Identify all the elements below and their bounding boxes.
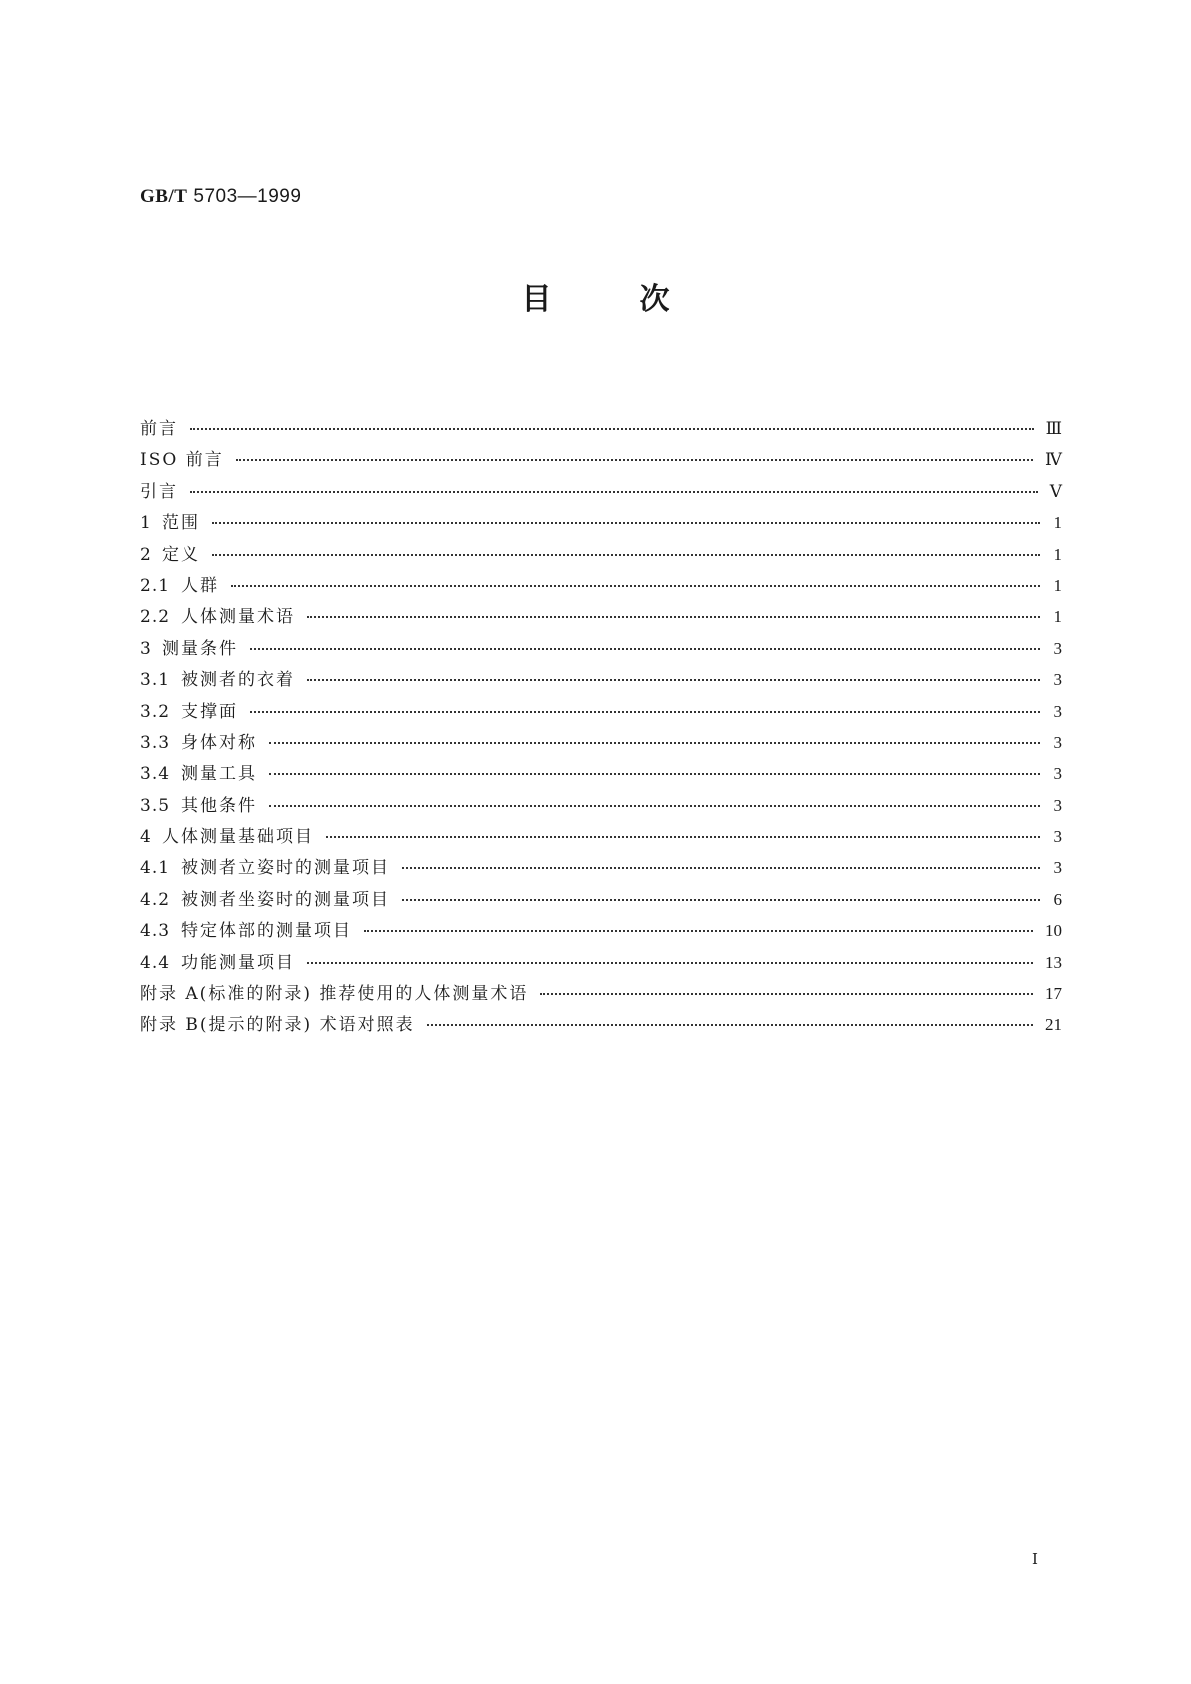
toc-dot-leader [269, 805, 1040, 807]
toc-dot-leader [190, 428, 1034, 430]
toc-entry-page: 13 [1045, 952, 1062, 972]
toc-entry[interactable] [140, 920, 1062, 951]
toc-entry-page: Ⅴ [1049, 481, 1062, 501]
toc-entry-page: 10 [1045, 921, 1062, 941]
toc-entry-label: 身体对称 [181, 732, 257, 753]
toc-dot-leader [269, 773, 1040, 775]
toc-entry-number: 4 [140, 827, 152, 848]
toc-entry-number: 4.4 [140, 952, 171, 973]
toc-entry-number: 4.2 [140, 889, 171, 910]
toc-dot-leader [212, 522, 1040, 524]
toc-entry-page: 17 [1045, 984, 1062, 1004]
toc-dot-leader [326, 836, 1040, 838]
toc-entry-label: 被测者的衣着 [181, 670, 295, 691]
toc-entry-page: 3 [1053, 701, 1062, 721]
toc-entry[interactable] [140, 701, 1062, 732]
toc-dot-leader [212, 554, 1040, 556]
toc-dot-leader [307, 962, 1033, 964]
toc-entry-page: 3 [1053, 827, 1062, 847]
toc-entry-label: 范围 [162, 513, 200, 534]
standard-code [140, 186, 301, 208]
toc-entry-page: 3 [1053, 670, 1062, 690]
toc-entry[interactable] [140, 763, 1062, 794]
toc-entry-number: 2.1 [140, 575, 171, 596]
toc-dot-leader [402, 899, 1040, 901]
toc-entry-label: 前言 [140, 419, 178, 439]
toc-entry-number: 3.5 [140, 795, 171, 816]
toc-entry[interactable] [140, 983, 1062, 1014]
toc-entry[interactable] [140, 857, 1062, 888]
toc-dot-leader [540, 993, 1033, 995]
toc-dot-leader [250, 648, 1040, 650]
toc-entry-page: 1 [1053, 544, 1062, 564]
toc-entry[interactable] [140, 606, 1062, 637]
toc-entry[interactable] [140, 418, 1062, 449]
toc-dot-leader [307, 679, 1040, 681]
toc-entry-label: 支撑面 [181, 701, 238, 722]
toc-entry[interactable] [140, 889, 1062, 920]
toc-entry[interactable] [140, 826, 1062, 857]
toc-entry-label: 人体测量基础项目 [162, 827, 314, 848]
toc-dot-leader [307, 616, 1040, 618]
toc-entry-label: 人体测量术语 [181, 607, 295, 628]
toc-entry-page: 3 [1053, 732, 1062, 752]
toc-entry-number: 3.4 [140, 764, 171, 785]
toc-dot-leader [427, 1024, 1033, 1026]
toc-dot-leader [402, 867, 1040, 869]
toc-entry-number: 4.3 [140, 921, 171, 942]
toc-entry[interactable] [140, 575, 1062, 606]
toc-entry-page: 21 [1045, 1015, 1062, 1035]
toc-entry[interactable] [140, 638, 1062, 669]
toc-entry[interactable] [140, 544, 1062, 575]
toc-entry-label: 引言 [140, 481, 178, 502]
toc-entry[interactable] [140, 732, 1062, 763]
toc-entry-page: 1 [1053, 575, 1062, 595]
toc-entry[interactable] [140, 952, 1062, 983]
table-of-contents [140, 418, 1062, 1046]
standard-number: 5703—1999 [193, 186, 302, 207]
toc-entry[interactable] [140, 512, 1062, 543]
toc-entry[interactable] [140, 669, 1062, 700]
toc-entry-label: 人群 [181, 575, 219, 596]
toc-entry-page: Ⅳ [1045, 450, 1062, 470]
toc-entry-number: 3 [140, 638, 152, 659]
toc-entry[interactable] [140, 795, 1062, 826]
toc-entry-number: 2.2 [140, 607, 171, 628]
toc-entry-label: 测量条件 [162, 638, 238, 659]
toc-entry-number: 4.1 [140, 858, 171, 879]
toc-entry-label: 附录 B(提示的附录) 术语对照表 [140, 1015, 415, 1036]
page-title: 目次 [521, 282, 758, 317]
toc-entry-label: 功能测量项目 [181, 952, 295, 973]
toc-entry-page: Ⅲ [1045, 419, 1062, 438]
toc-entry-number: 2 [140, 544, 152, 565]
toc-entry-label: 其他条件 [181, 795, 257, 816]
toc-entry[interactable] [140, 1014, 1062, 1045]
toc-entry-label: 被测者坐姿时的测量项目 [181, 889, 390, 910]
toc-entry-page: 3 [1053, 638, 1062, 658]
toc-entry-number: 3.1 [140, 670, 171, 691]
toc-entry-page: 3 [1053, 795, 1062, 815]
toc-entry[interactable] [140, 481, 1062, 512]
toc-entry-label: 附录 A(标准的附录) 推荐使用的人体测量术语 [140, 984, 529, 1005]
toc-entry-number: 1 [140, 513, 152, 534]
toc-entry-page: 3 [1053, 764, 1062, 784]
toc-entry-label: ISO 前言 [140, 450, 224, 471]
toc-entry-page: 1 [1053, 607, 1062, 627]
toc-dot-leader [250, 711, 1040, 713]
toc-entry-label: 测量工具 [181, 764, 257, 785]
toc-entry-page: 3 [1053, 858, 1062, 878]
toc-dot-leader [190, 491, 1038, 493]
toc-dot-leader [364, 930, 1033, 932]
toc-dot-leader [236, 459, 1033, 461]
toc-dot-leader [231, 585, 1040, 587]
toc-dot-leader [269, 742, 1040, 744]
toc-entry-number: 3.2 [140, 701, 171, 722]
toc-entry-page: 1 [1053, 513, 1062, 533]
toc-entry-number: 3.3 [140, 732, 171, 753]
standard-prefix: GB/T [140, 186, 188, 207]
page-number: Ⅰ [1032, 1552, 1038, 1568]
toc-entry[interactable] [140, 449, 1062, 480]
toc-entry-page: 6 [1053, 889, 1062, 909]
toc-entry-label: 被测者立姿时的测量项目 [181, 858, 390, 879]
toc-entry-label: 定义 [162, 544, 200, 565]
toc-entry-label: 特定体部的测量项目 [181, 921, 352, 942]
